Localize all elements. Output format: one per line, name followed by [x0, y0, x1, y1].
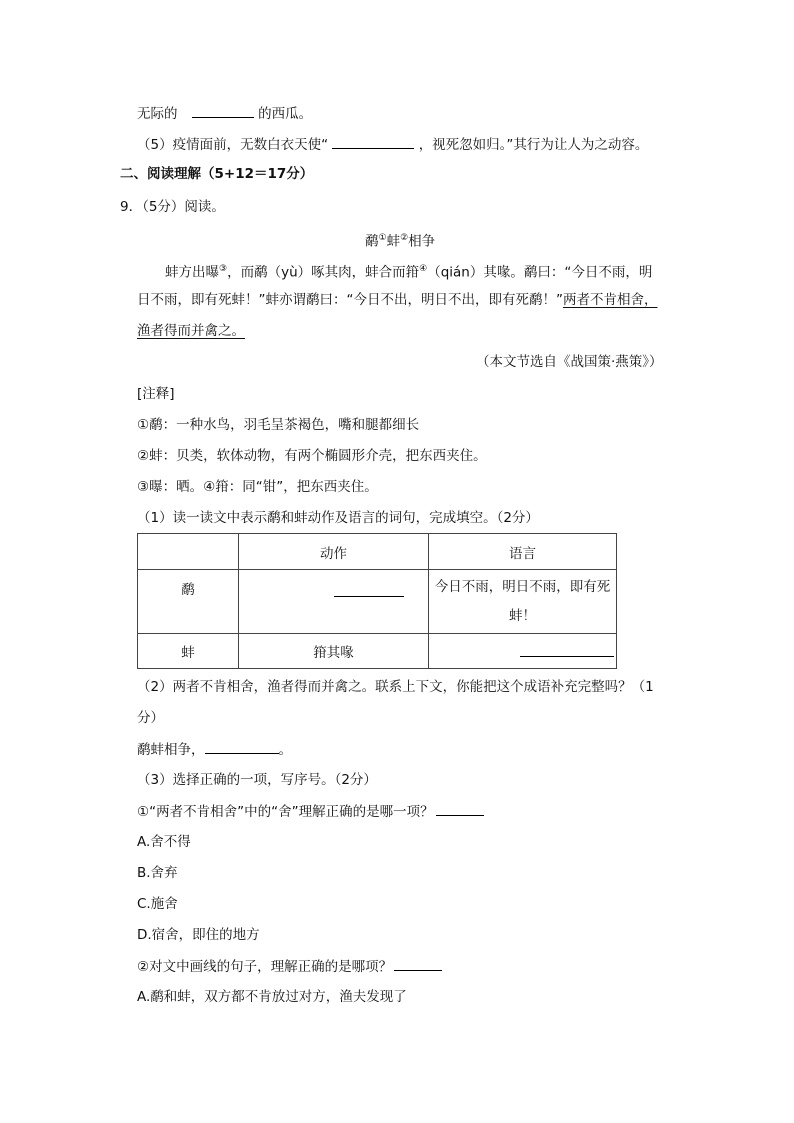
speech-line-1: 今日不雨，明日不雨，即有死 [434, 578, 611, 595]
sub-question-text: ①“两者不肯相舍”中的“舍”理解正确的是哪一项？ [137, 804, 434, 820]
table-header-blank [138, 534, 239, 570]
table-cell-speech [429, 634, 617, 669]
option-d: D.宿舍，即住的地方 [137, 927, 260, 943]
line-p1 [137, 103, 312, 124]
option-b: B.舍弃 [137, 865, 178, 881]
answer-blank-action[interactable] [334, 582, 404, 597]
section-heading: 二、阅读理解（5+12＝17分） [120, 166, 314, 182]
note-marker-1: ① [378, 233, 387, 243]
note-marker-4: ④ [419, 264, 428, 274]
question-2-line-1: （2）两者不肯相舍，渔者得而并禽之。联系上下文，你能把这个成语补充完整吗？（1 [137, 679, 654, 695]
passage-text: （qián）其喙。鹬曰：“今日不雨，明 [427, 264, 653, 281]
text-p2-post: ，视死忽如归。”其行为让人为之动容。 [418, 137, 649, 153]
question-2-fill [137, 739, 292, 760]
source-citation: （本文节选自《战国策·燕策》） [476, 354, 663, 370]
question-1: （1）读一读文中表示鹬和蚌动作及语言的词句，完成填空。（2分） [137, 510, 539, 526]
question-2-line-2: 分） [137, 710, 164, 726]
idiom-prefix: 鹬蚌相争， [137, 742, 205, 758]
table-header-action: 动作 [239, 534, 429, 570]
note-marker-3: ③ [219, 264, 228, 274]
answer-blank-p2[interactable] [332, 134, 414, 149]
table-header-speech: 语言 [429, 534, 617, 570]
text-p2-pre: （5）疫情面前，无数白衣天使“ [137, 137, 329, 153]
text-p1-pre: 无际的 [137, 106, 178, 122]
table-row [138, 634, 617, 669]
idiom-end: 。 [278, 742, 292, 758]
line-p2 [137, 134, 648, 155]
answer-blank-idiom[interactable] [205, 739, 279, 754]
underlined-sentence: 渔者得而并禽之。 [137, 323, 245, 339]
passage-title [365, 228, 435, 252]
option-c: C.施舍 [137, 896, 178, 912]
note-1: ①鹬：一种水鸟，羽毛呈茶褐色，嘴和腿都细长 [137, 417, 420, 433]
title-word-3: 相争 [408, 233, 436, 250]
notes-heading: [注释] [137, 386, 175, 402]
answer-table [137, 533, 617, 669]
table-cell-action: 箝其喙 [239, 634, 429, 669]
question-3: （3）选择正确的一项，写序号。（2分） [137, 772, 377, 788]
question-3-sub-1 [137, 801, 484, 822]
title-word-1: 鹬 [365, 233, 379, 250]
passage-text: ，而鹬（yù）啄其肉，蚌合而箝 [227, 264, 420, 281]
table-row [138, 534, 617, 570]
passage-text: 蚌方出曝 [165, 264, 219, 281]
underlined-sentence: 两者不肯相舍， [562, 292, 658, 308]
option-a: A.舍不得 [137, 834, 191, 850]
table-cell-name: 蚌 [138, 634, 239, 669]
note-3: ③曝：晒。④箝：同“钳”，把东西夹住。 [137, 479, 378, 495]
table-row [138, 570, 617, 634]
title-word-2: 蚌 [386, 233, 401, 250]
question-9-heading: 9．（5分）阅读。 [120, 199, 225, 215]
speech-line-2: 蚌！ [509, 607, 536, 624]
answer-blank-q3-2[interactable] [394, 956, 442, 971]
table-cell-action [239, 570, 429, 634]
note-marker-2: ② [400, 233, 409, 243]
table-cell-speech [429, 570, 617, 634]
passage-text: 日不雨，即有死蚌！”蚌亦谓鹬曰：“今日不出，明日不出，即有死鹬！” [137, 292, 563, 308]
answer-blank-p1[interactable] [192, 103, 254, 118]
question-3-sub-2 [137, 956, 442, 977]
answer-blank-q3-1[interactable] [436, 801, 484, 816]
answer-blank-speech[interactable] [520, 642, 614, 657]
sub-question-text: ②对文中画线的句子，理解正确的是哪项？ [137, 959, 393, 975]
passage-line-2 [137, 290, 657, 310]
option-a-2: A.鹬和蚌，双方都不肯放过对方，渔夫发现了 [137, 989, 407, 1005]
passage-line-3 [137, 321, 245, 341]
table-cell-name: 鹬 [138, 570, 239, 634]
passage-line-1 [165, 259, 652, 283]
text-p1-post: 的西瓜。 [258, 106, 313, 122]
note-2: ②蚌：贝类，软体动物，有两个椭圆形介壳，把东西夹住。 [137, 448, 487, 464]
